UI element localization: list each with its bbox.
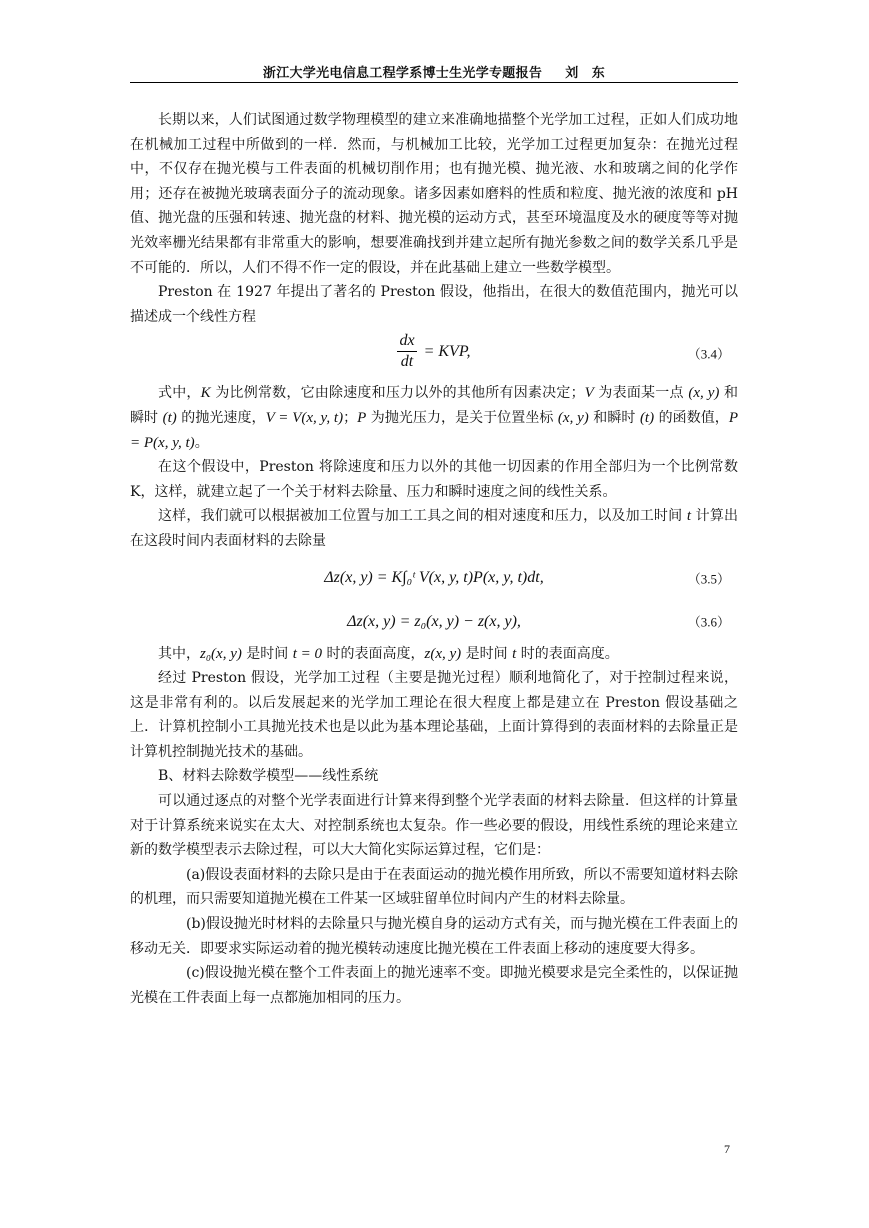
equation-number: （3.4） [687,347,730,363]
page-number: 7 [724,1142,730,1156]
running-header [130,62,738,81]
equation-number: （3.6） [687,614,730,630]
fraction-denominator: dt [400,353,414,371]
fraction-dx-dt [397,331,416,372]
equation-3-4-rhs: = KVP, [423,342,471,360]
equation-3-5-body: Δz(x, y) = K∫₀ᵗ V(x, y, t)P(x, y, t)dt, [324,568,544,586]
header-rule [130,82,738,83]
equation-3-6 [130,606,738,640]
assumption-b: (b)假设抛光时材料的去除量只与抛光模自身的运动方式有关，而与抛光模在工件表面上的移动无关．即要求实际运动着的抛光模转动速度比抛光模在工件表面上移动的速度要大得多。 [130,916,738,957]
header-title: 浙江大学光电信息工程学系博士生光学专题报告 [262,66,543,81]
paragraph-variables: 式中，K 为比例常数，它由除速度和压力以外的其他所有因素决定；V 为表面某一点 (x, y) 和瞬时 (t) 的抛光速度，V = V(x, y, t)；P 为抛光压力，是关于位置坐标 (x, y) 和瞬时 (t) 的函数值，P = P(x, y, t)。 [130,385,739,451]
equation-number: （3.5） [687,571,730,587]
section-heading-b: B、材料去除数学模型——线性系统 [158,768,379,785]
equation-3-4 [130,331,738,379]
paragraph-intro: 长期以来，人们试图通过数学物理模型的建立来准确地描整个光学加工过程，正如人们成功地在机械加工过程中所做到的一样．然而，与机械加工比较，光学加工过程更加复杂：在抛光过程中，不仅存在抛光模与工件表面的机械切削作用；也有抛光模、抛光液、水和玻璃之间的化学作用；还存在被抛光玻璃表面分子的流动现象。诸多因素如磨料的性质和粒度、抛光液的浓度和 pH 值、抛光盘的压强和转速、抛光盘的材料、抛光模的运动方式，甚至环境温度及水的硬度等等对抛光效率栅光结果都有非常重大的影响，想要准确找到并建立起所有抛光参数之间的数学关系几乎是不可能的．所以，人们不得不作一定的假设，并在此基础上建立一些数学模型。 [130,112,738,276]
paragraph-heights: 其中，z₀(x, y) 是时间 t = 0 时的表面高度，z(x, y) 是时间 t 时的表面高度。 [158,645,619,662]
paragraph-assumption: 在这个假设中，Preston 将除速度和压力以外的其他一切因素的作用全部归为一个比例常数 K，这样，就建立起了一个关于材料去除量、压力和瞬时速度之间的线性关系。 [130,459,738,500]
equation-3-5 [130,556,738,604]
paragraph-simplification: 经过 Preston 假设，光学加工过程（主要是抛光过程）顺利地简化了，对于控制过程来说，这是非常有利的。以后发展起来的光学加工理论在很大程度上都是建立在 Preston 假设基础之上．计算机控制小工具抛光技术也是以此为基本理论基础，上面计算得到的表面材料的去除量正是计算机控制抛光技术的基础。 [130,670,738,760]
equation-3-6-body: Δz(x, y) = z₀(x, y) − z(x, y), [347,612,521,630]
assumption-c: (c)假设抛光模在整个工件表面上的抛光速率不变。即抛光模要求是完全柔性的，以保证抛光模在工件表面上每一点都施加相同的压力。 [130,965,738,1006]
fraction-numerator: dx [397,331,416,352]
header-author: 刘 东 [565,66,606,81]
paragraph-linear-system: 可以通过逐点的对整个光学表面进行计算来得到整个光学表面的材料去除量．但这样的计算量对于计算系统来说实在太大、对控制系统也太复杂。作一些必要的假设，用线性系统的理论来建立新的数学模型表示去除过程，可以大大简化实际运算过程，它们是： [130,793,738,859]
page-body [130,108,738,1010]
paragraph-removal: 这样，我们就可以根据被加工位置与加工工具之间的相对速度和压力，以及加工时间 t 计算出在这段时间内表面材料的去除量 [130,508,739,549]
assumption-a: (a)假设表面材料的去除只是由于在表面运动的抛光模作用所致，所以不需要知道材料去除的机理，而只需要知道抛光模在工件某一区域驻留单位时间内产生的材料去除量。 [130,866,738,908]
paragraph-preston: Preston 在 1927 年提出了著名的 Preston 假设，他指出，在很大的数值范围内，抛光可以描述成一个线性方程 [130,284,738,325]
